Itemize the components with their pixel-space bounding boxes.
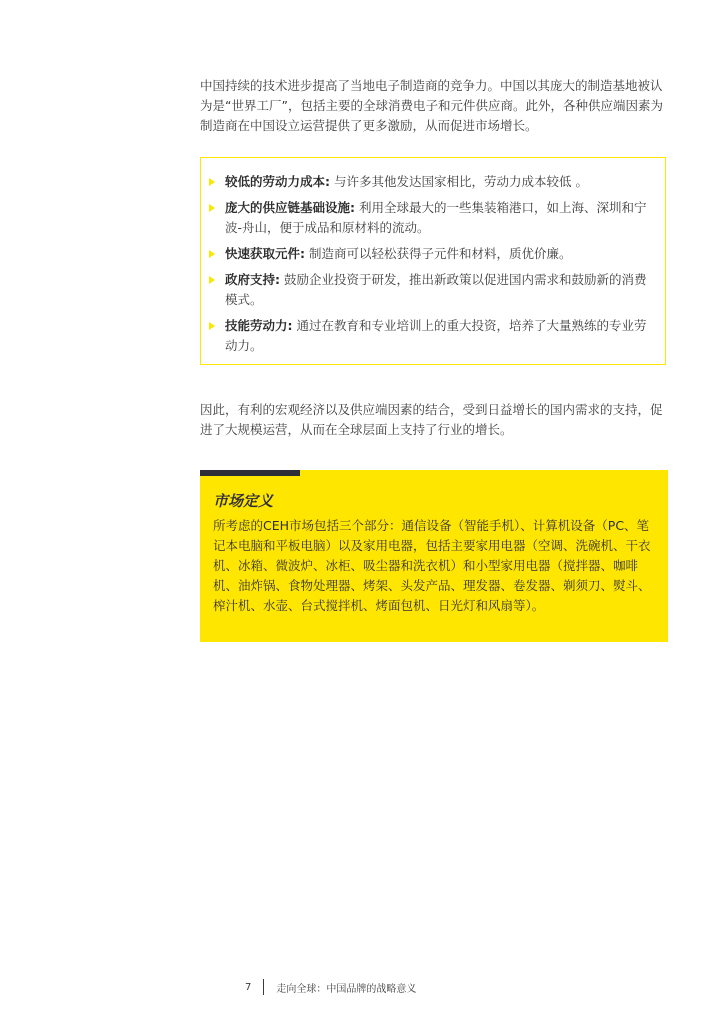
triangle-bullet-icon <box>209 276 215 284</box>
bullet-text: 鼓励企业投资于研发，推出新政策以促进国内需求和鼓励新的消费模式。 <box>225 272 647 307</box>
bullet-text: 制造商可以轻松获得子元件和材料，质优价廉。 <box>305 246 572 261</box>
bullet-term: 快速获取元件: <box>225 246 305 261</box>
supply-factors-box <box>200 157 666 365</box>
list-item <box>207 270 655 310</box>
footer-divider <box>263 979 264 995</box>
conclusion-paragraph: 因此，有利的宏观经济以及供应端因素的结合，受到日益增长的国内需求的支持，促进了大规模运营，从而在全球层面上支持了行业的增长。 <box>200 402 663 437</box>
list-item <box>207 198 655 238</box>
supply-factors-list <box>207 172 655 356</box>
bullet-term: 政府支持: <box>225 272 280 287</box>
bullet-text: 利用全球最大的一些集装箱港口，如上海、深圳和宁波-舟山，便于成品和原材料的流动。 <box>225 200 647 235</box>
bullet-text: 与许多其他发达国家相比，劳动力成本较低 。 <box>330 174 588 189</box>
bullet-term: 技能劳动力: <box>225 318 293 333</box>
list-item <box>207 172 655 192</box>
bullet-term: 庞大的供应链基础设施: <box>225 200 355 215</box>
triangle-bullet-icon <box>209 204 215 212</box>
page-footer <box>245 978 416 996</box>
triangle-bullet-icon <box>209 322 215 330</box>
bullet-term: 较低的劳动力成本: <box>225 174 330 189</box>
triangle-bullet-icon <box>209 250 215 258</box>
footer-title: 走向全球：中国品牌的战略意义 <box>276 983 417 995</box>
page-number: 7 <box>245 981 252 993</box>
market-definition-text: 所考虑的CEH市场包括三个部分：通信设备（智能手机）、计算机设备（PC、笔记本电脑和平板电脑）以及家用电器，包括主要家用电器（空调、洗碗机、干衣机、冰箱、微波炉、冰柜、吸尘器和洗衣机）和小型家用电器（搅拌器、咖啡机、油炸锅、食物处理器、烤架、头发产品、理发器、卷发器、剃须刀、熨斗、榨汁机、水壶、台式搅拌机、烤面包机、日光灯和风扇等）。 <box>213 518 651 613</box>
list-item <box>207 316 655 356</box>
section-accent-bar <box>200 470 300 476</box>
bullet-text: 通过在教育和专业培训上的重大投资，培养了大量熟练的专业劳动力。 <box>225 318 647 353</box>
market-definition-box <box>200 470 668 642</box>
triangle-bullet-icon <box>209 178 215 186</box>
intro-paragraph: 中国持续的技术进步提高了当地电子制造商的竞争力。中国以其庞大的制造基地被认为是“世界工厂”，包括主要的全球消费电子和元件供应商。此外，各种供应端因素为制造商在中国设立运营提供了更多激励，从而促进市场增长。 <box>200 78 663 133</box>
market-definition-title: 市场定义 <box>213 492 274 510</box>
list-item <box>207 244 655 264</box>
